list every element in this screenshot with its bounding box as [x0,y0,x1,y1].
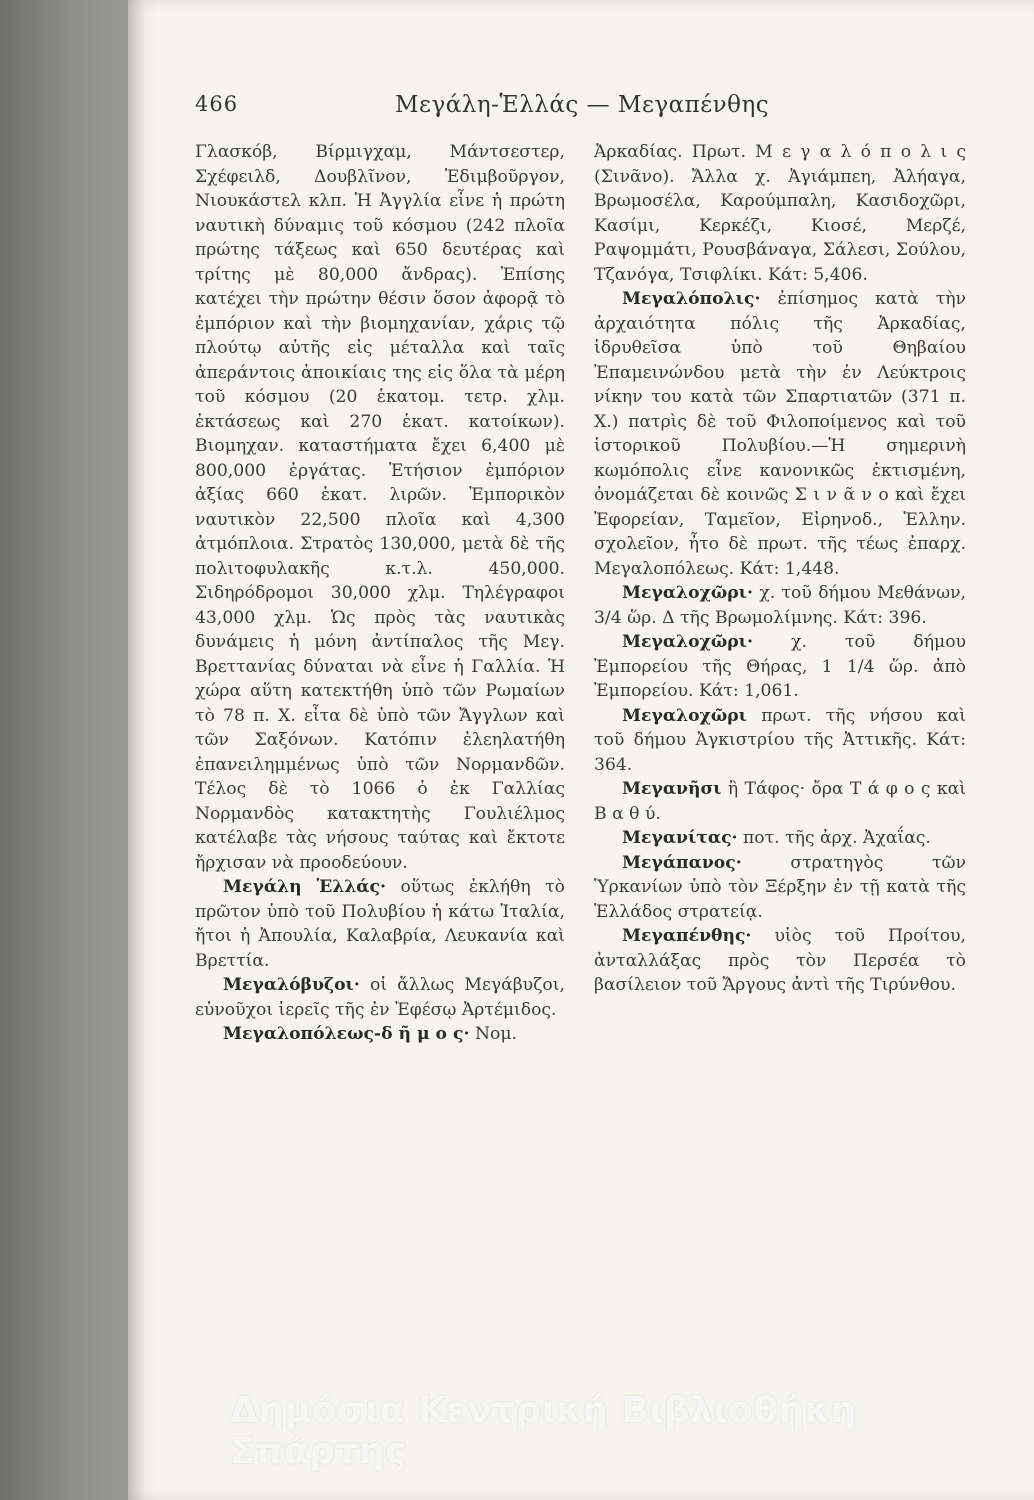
paragraph: Γλασκόβ, Βίρμιγχαμ, Μάντσεστερ, Σχέφειλδ, Δουβλῖνον, Ἐδιμβοῦργον, Νιουκάστελ κλπ. Ἡ Ἀγγλία εἶνε ἡ πρώτη ναυτικὴ δύναμις τοῦ κόσμου (242 πλοῖα πρώτης τάξεως καὶ 650 δευτέρας καὶ τρίτης μὲ 80,000 ἄνδρας). Ἐπίσης κατέχει τὴν πρώτην θέσιν ὅσον ἀφορᾷ τὸ ἐμπόριον καὶ τὴν βιομηχανίαν, χάρις τῷ πλούτῳ αὐτῆς εἰς μέταλλα καὶ ταῖς ἀπεράντοις ἀποικίαις της εἰς ὅλα τὰ μέρη τοῦ κόσμου (20 ἑκατομ. τετρ. χλμ. ἐκτάσεως καὶ 270 ἑκατ. κατοίκων). Βιομηχαν. καταστήματα ἔχει 6,400 μὲ 800,000 ἐργάτας. Ἐτήσιον ἐμπόριον ἀξίας 660 ἑκατ. λιρῶν. Ἐμπορικὸν ναυτικὸν 22,500 πλοῖα καὶ 4,300 ἀτμόπλοια. Στρατὸς 130,000, μετὰ δὲ τῆς πολιτοφυλακῆς κ.τ.λ. 450,000. Σιδηρόδρομοι 30,000 χλμ. Τηλέγραφοι 43,000 χλμ. Ὡς πρὸς τὰς ναυτικὰς δυνάμεις ἡ μόνη ἀντίπαλος τῆς Μεγ. Βρεττανίας δύναται νὰ εἶνε ἡ Γαλλία. Ἡ χώρα αὕτη κατεκτήθη ὑπὸ τῶν Ρωμαίων τὸ 78 π. Χ. εἶτα δὲ ὑπὸ τῶν Ἄγγλων καὶ τῶν Σαξόνων. Κατόπιν ἐλεηλατήθη ἐπανειλημμένως ὑπὸ τῶν Νορμανδῶν. Τέλος δὲ τὸ 1066 ὁ ἐκ Γαλλίας Νορμανδὸς κατακτητὴς Γουλιέλμος κατέλαβε τὰς νήσους ταύτας καὶ ἔκτοτε ἤρχισαν νὰ προοδεύουν. [195,142,565,873]
entry-text: στρατηγὸς τῶν Ὑρκανίων ὑπὸ τὸν Ξέρξην ἐν τῇ κατὰ τῆς Ἑλλάδος στρατείᾳ. [594,852,966,922]
right-column [594,140,966,998]
entry-headword: Μεγαπένθης· [622,926,752,946]
entry-headword: Μεγαλοχῶρι [622,705,747,726]
entry-headword: Μεγανίτας· [622,828,738,848]
dictionary-entry [594,851,966,925]
entry-text: οἱ ἄλλως Μεγάβυζοι, εὐνοῦχοι ἱερεῖς τῆς ἐν Ἐφέσῳ Ἀρτέμιδος. [195,975,565,1020]
entry-headword: Μεγαλοχῶρι· [622,583,753,603]
entry-headword: Μεγαλόβυζοι· [223,975,360,995]
left-column [195,140,565,1047]
running-title: Μεγάλη-Ἑλλάς — Μεγαπένθης [395,92,770,118]
dictionary-entry [195,1022,565,1047]
entry-headword: Μεγαλοχῶρι· [622,632,753,652]
dictionary-entry [594,826,966,851]
entry-headword: Μεγαλόπολις· [622,289,761,309]
dictionary-entry [195,973,565,1022]
entry-headword: Μεγάλη Ἑλλάς· [223,877,386,897]
page-header [195,92,825,122]
entry-text: ἢ Τάφος· ὄρα Τ ά φ ο ς καὶ Β α θ ύ. [594,779,966,824]
entry-text: ποτ. τῆς ἀρχ. Ἀχαΐας. [743,828,931,848]
dictionary-entry [195,875,565,973]
entry-text: ἐπίσημος κατὰ τὴν ἀρχαιότητα πόλις τῆς Ἀρκαδίας, ἱδρυθεῖσα ὑπὸ τοῦ Θηβαίου Ἐπαμεινώνδου μετὰ τὴν ἐν Λεύκτροις νίκην του κατὰ τῶν Σπαρτιατῶν (371 π. Χ.) πατρὶς δὲ τοῦ Φιλοποίμενος καὶ τοῦ ἱστορικοῦ Πολυβίου.—Ἡ σημερινὴ κωμόπολις εἶνε κανονικῶς ἐκτισμένη, ὀνομάζεται δὲ κοινῶς Σ ι ν ᾶ ν ο καὶ ἔχει Ἐφορείαν, Ταμεῖον, Εἰρηνοδ., Ἑλλην. σχολεῖον, ἦτο δὲ πρωτ. τῆς τέως ἐπαρχ. Μεγαλοπόλεως. Κάτ: 1,448. [594,289,966,579]
paragraph: Ἀρκαδίας. Πρωτ. Μ ε γ α λ ό π ο λ ι ς (Σινᾶνο). Ἄλλα χ. Ἀγιάμπεη, Ἀλήαγα, Βρωμοσέλα, Καρούμπαλη, Κασιδοχῶρι, Κασίμι, Κερκέζι, Κιοσέ, Μερζέ, Ραψομμάτι, Ρουσβάναγα, Σάλεσι, Σούλου, Τζανόγα, Τσιφλίκι. Κάτ: 5,406. [594,142,966,285]
entry-headword: Μεγαλοπόλεως-δ ῆ μ ο ς· [223,1024,470,1044]
dictionary-entry [594,924,966,998]
dictionary-entry [594,287,966,581]
dictionary-entry [594,777,966,826]
dictionary-entry [594,704,966,778]
entry-text: οὕτως ἐκλήθη τὸ πρῶτον ὑπὸ τοῦ Πολυβίου ἡ κάτω Ἰταλία, ἤτοι ἡ Ἀπουλία, Καλαβρία, Λευκανία καὶ Βρεττία. [195,877,565,971]
entry-text: υἱὸς τοῦ Προίτου, ἀνταλλάξας πρὸς τὸν Περσέα τὸ βασίλειον τοῦ Ἄργους ἀντὶ τῆς Τιρύνθου. [594,926,967,995]
entry-headword: Μεγανῆσι [622,779,722,799]
entry-text: πρωτ. τῆς νήσου καὶ τοῦ δήμου Ἀγκιστρίου τῆς Ἀττικῆς. Κάτ: 364. [594,705,967,775]
book-spine-shadow [0,0,128,1500]
entry-text: χ. τοῦ δήμου Ἐμπορείου τῆς Θήρας, 1 1/4 ὥρ. ἀπὸ Ἐμπορείου. Κάτ: 1,061. [594,632,966,701]
entry-text: χ. τοῦ δήμου Μεθάνων, 3/4 ὥρ. Δ τῆς Βρωμολίμνης. Κάτ: 396. [594,583,966,628]
dictionary-entry [594,630,966,704]
entry-headword: Μεγάπανος· [622,852,742,873]
dictionary-entry [594,581,966,630]
library-watermark: Δημόσια Κεντρική Βιβλιοθήκη Σπάρτης [230,1390,857,1472]
entry-text: Νομ. [474,1024,517,1044]
page-number: 466 [195,92,239,116]
